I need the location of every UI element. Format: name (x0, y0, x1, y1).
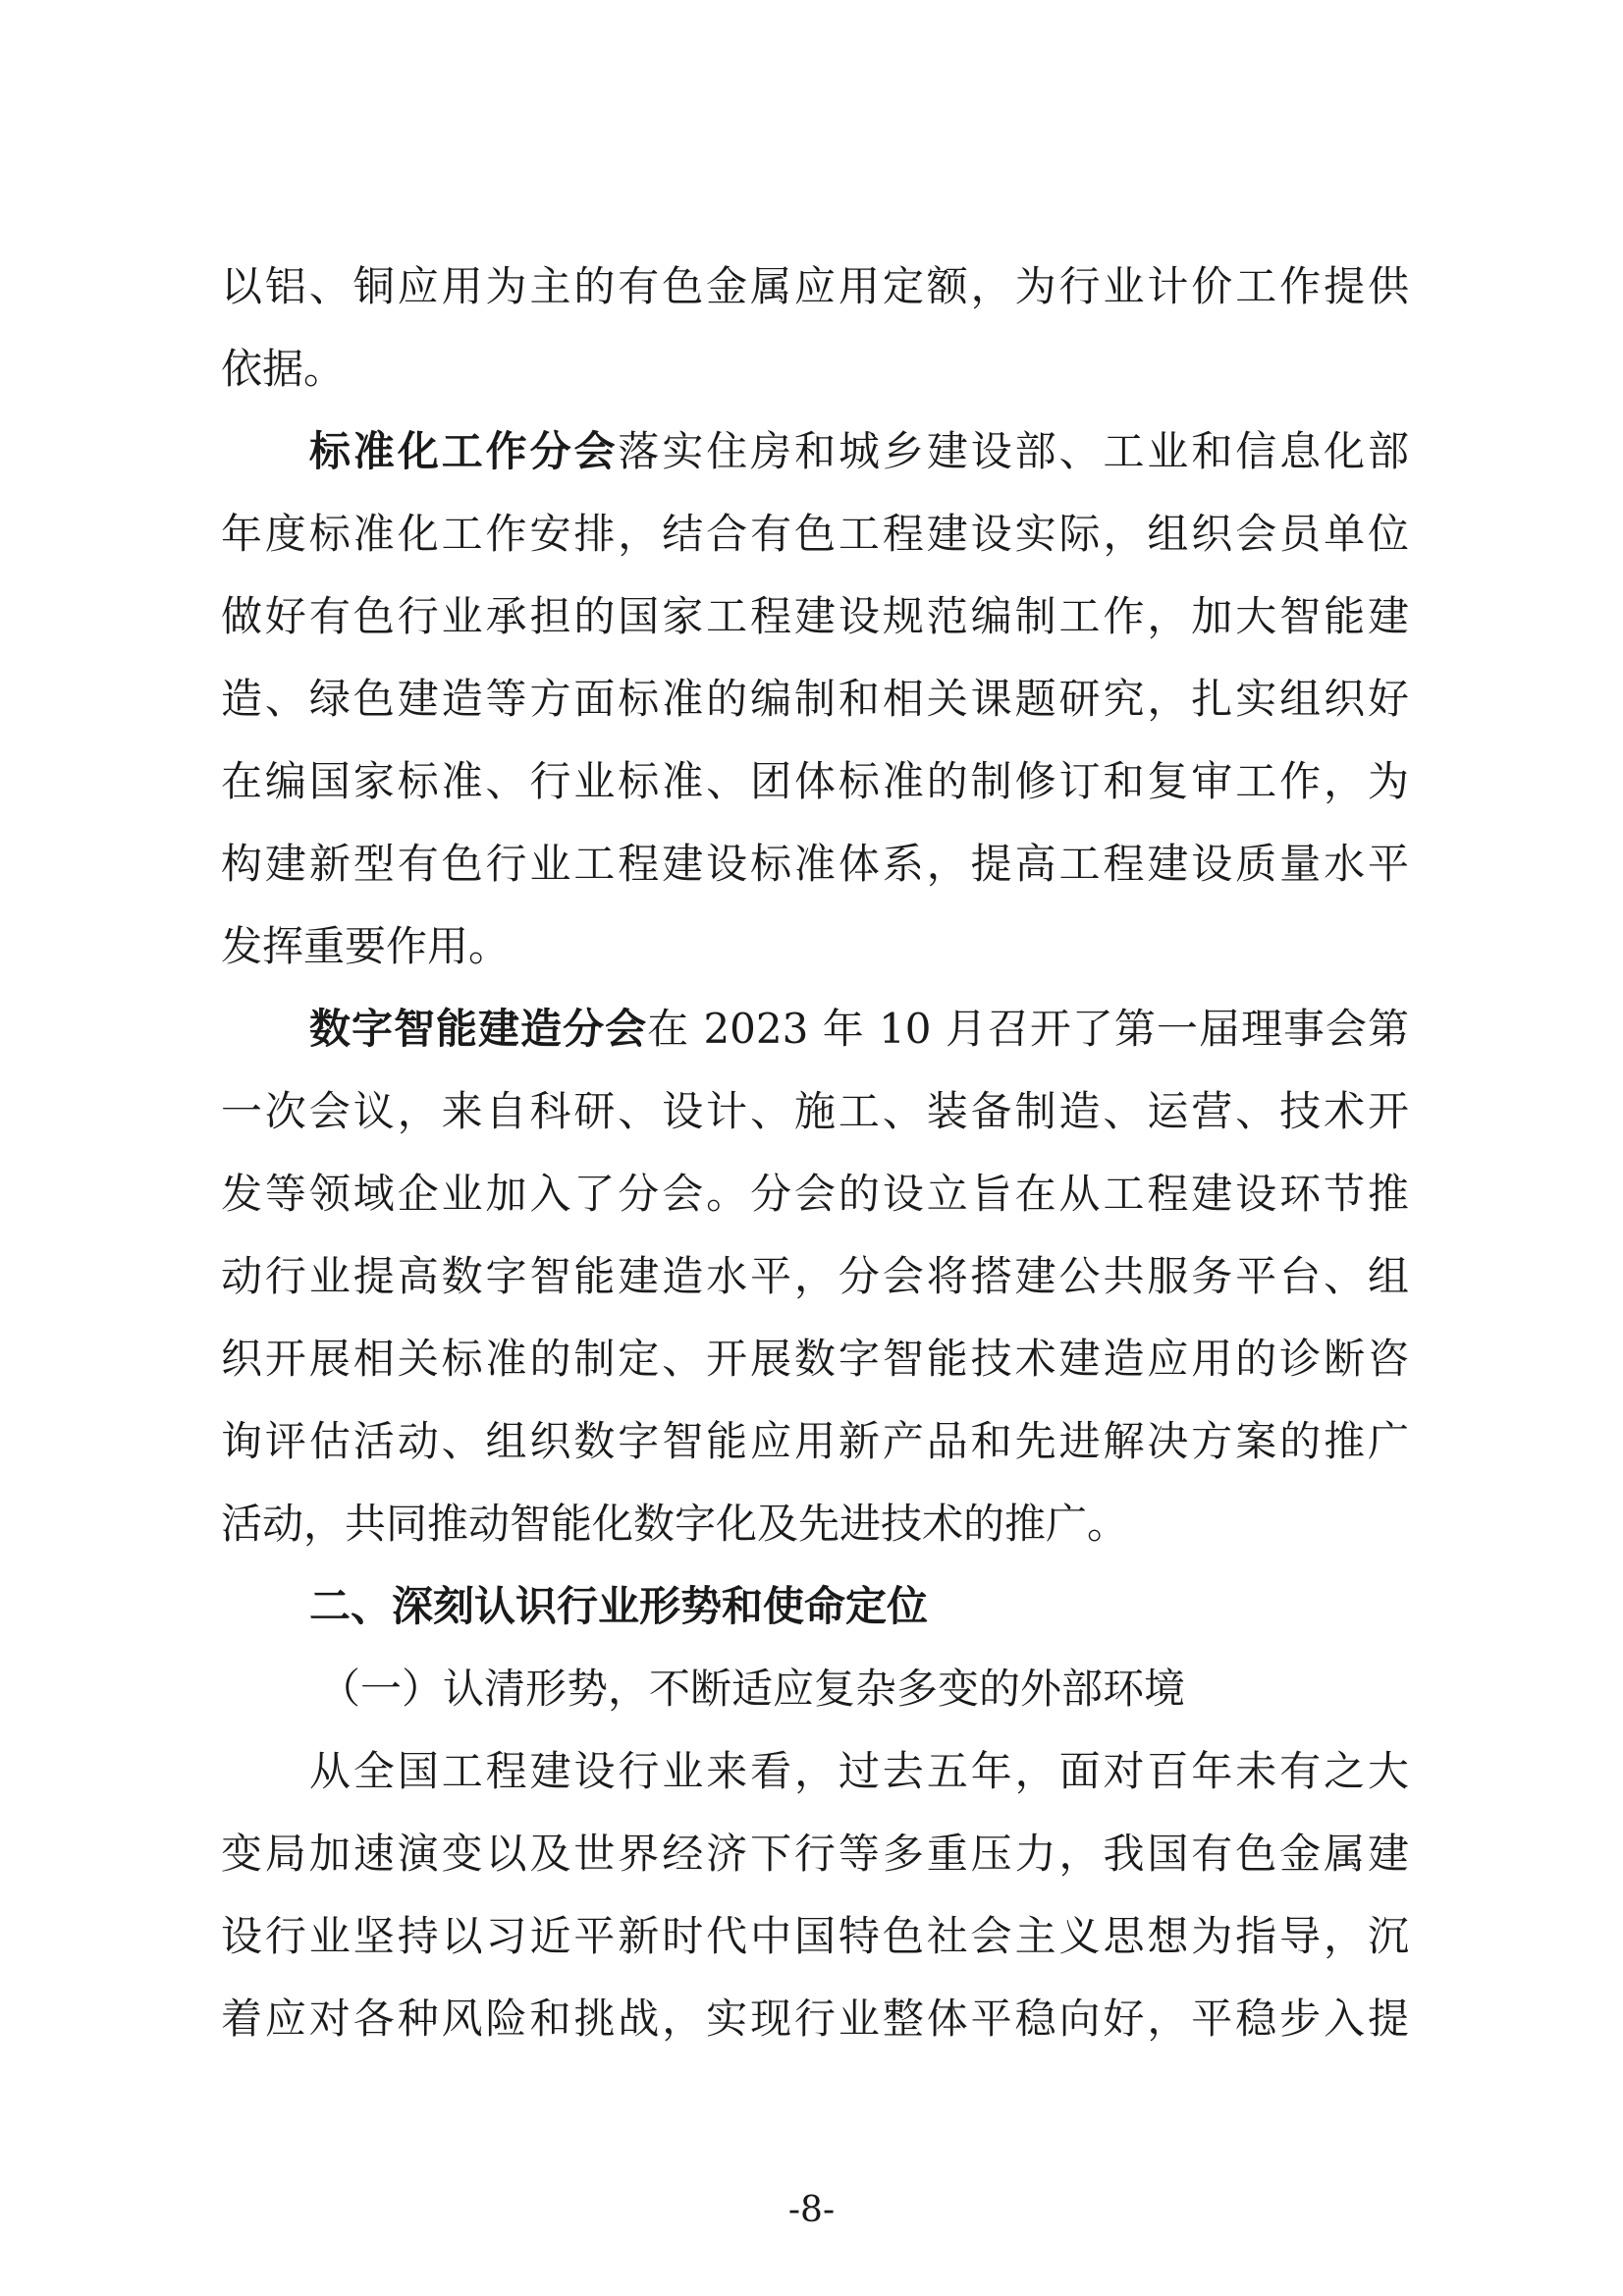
paragraph-line (221, 410, 1409, 493)
paragraph-line: 询评估活动、组织数字智能应用新产品和先进解决方案的推广 (221, 1417, 1409, 1465)
paragraph-line: 一次会议，来自科研、设计、施工、装备制造、运营、技术开 (221, 1087, 1409, 1135)
section-lead-digital: 数字智能建造分会 (309, 1005, 648, 1053)
paragraph-line: 织开展相关标准的制定、开展数字智能技术建造应用的诊断咨 (221, 1335, 1409, 1383)
paragraph-line: 活动，共同推动智能化数字化及先进技术的推广。 (221, 1500, 1129, 1548)
paragraph-text: 在 2023 年 10 月召开了第一届理事会第 (647, 1005, 1409, 1053)
paragraph-line: 从全国工程建设行业来看，过去五年，面对百年未有之大 (309, 1747, 1409, 1795)
paragraph-line: 动行业提高数字智能建造水平，分会将搭建公共服务平台、组 (221, 1252, 1409, 1300)
paragraph-line: 在编国家标准、行业标准、团体标准的制修订和复审工作，为 (221, 757, 1409, 805)
paragraph-line: 着应对各种风险和挑战，实现行业整体平稳向好，平稳步入提 (221, 1995, 1409, 2043)
paragraph-line: 造、绿色建造等方面标准的编制和相关课题研究，扎实组织好 (221, 675, 1409, 723)
paragraph-line: 做好有色行业承担的国家工程建设规范编制工作，加大智能建 (221, 592, 1409, 640)
paragraph-line: 依据。 (221, 345, 346, 393)
paragraph-line (221, 988, 1409, 1070)
paragraph-line: 变局加速演变以及世界经济下行等多重压力，我国有色金属建 (221, 1830, 1409, 1878)
paragraph-line: 发挥重要作用。 (221, 922, 511, 970)
paragraph-line: 年度标准化工作安排，结合有色工程建设实际，组织会员单位 (221, 510, 1409, 558)
document-body (221, 246, 1409, 2060)
paragraph-line: 设行业坚持以习近平新时代中国特色社会主义思想为指导，沉 (221, 1912, 1409, 1960)
paragraph-text: 落实住房和城乡建设部、工业和信息化部 (618, 427, 1409, 475)
section-lead-standardization: 标准化工作分会 (309, 427, 619, 475)
paragraph-line: 发等领域企业加入了分会。分会的设立旨在从工程建设环节推 (221, 1170, 1409, 1218)
page-number: -8- (787, 2190, 836, 2230)
paragraph-line: 构建新型有色行业工程建设标准体系，提高工程建设质量水平 (221, 840, 1409, 888)
paragraph-line: 以铝、铜应用为主的有色金属应用定额，为行业计价工作提供 (221, 262, 1409, 310)
subsection-heading: （一）认清形势，不断适应复杂多变的外部环境 (319, 1665, 1186, 1713)
section-heading: 二、深刻认识行业形势和使命定位 (309, 1582, 929, 1630)
